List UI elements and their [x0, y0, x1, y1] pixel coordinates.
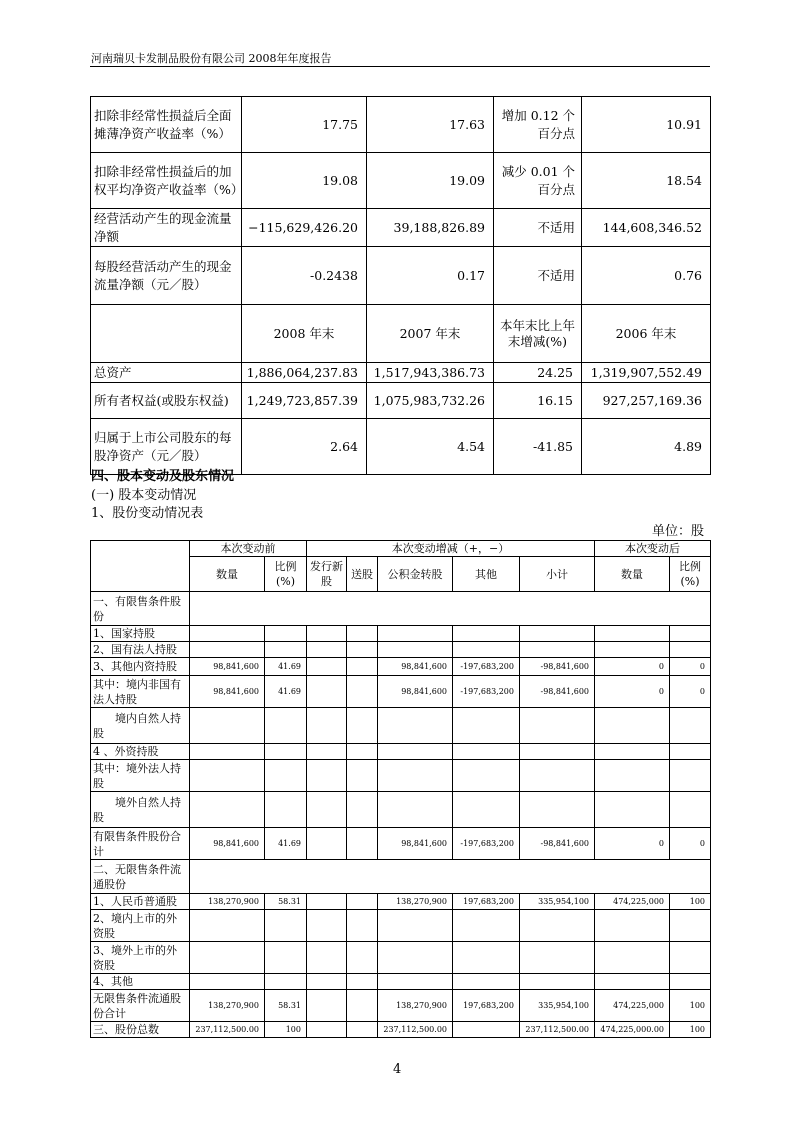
- cell-other: [453, 760, 520, 792]
- table-row: [91, 894, 711, 910]
- empty-span-cell: [190, 592, 711, 626]
- cell-bonus: [347, 676, 378, 708]
- value-2007: 1,075,983,732.26: [367, 383, 494, 419]
- row-label: 境外自然人持股: [91, 792, 190, 828]
- cell-reserve: [378, 974, 453, 990]
- value-change: 不适用: [494, 209, 582, 247]
- value-change: 不适用: [494, 247, 582, 305]
- cell-ratio: [265, 792, 307, 828]
- cell-qty: [190, 974, 265, 990]
- cell-reserve: [378, 792, 453, 828]
- cell-ratio: 41.69: [265, 828, 307, 860]
- value-change: 减少 0.01 个百分点: [494, 153, 582, 209]
- row-label: 2、国有法人持股: [91, 642, 190, 658]
- cell-qty2: [595, 642, 670, 658]
- cell-bonus: [347, 894, 378, 910]
- cell-issue: [307, 744, 347, 760]
- cell-reserve: 138,270,900: [378, 894, 453, 910]
- value-2008: 17.75: [242, 97, 367, 153]
- cell-subtotal: -98,841,600: [520, 658, 595, 676]
- row-label: 1、人民币普通股: [91, 894, 190, 910]
- cell-qty2: 474,225,000.00: [595, 1022, 670, 1038]
- cell-issue: [307, 974, 347, 990]
- table-row: [91, 676, 711, 708]
- cell-issue: [307, 626, 347, 642]
- value-2007: 19.09: [367, 153, 494, 209]
- value-2007: 0.17: [367, 247, 494, 305]
- value-2006: 0.76: [582, 247, 711, 305]
- indicator-label: 经营活动产生的现金流量净额: [91, 209, 242, 247]
- cell-reserve: [378, 642, 453, 658]
- cell-qty2: [595, 626, 670, 642]
- cell-issue: [307, 676, 347, 708]
- indicator-label: 扣除非经常性损益后的加权平均净资产收益率（%）: [91, 153, 242, 209]
- cell-bonus: [347, 792, 378, 828]
- table-row: [91, 708, 711, 744]
- table-row: [91, 974, 711, 990]
- value-2006: 18.54: [582, 153, 711, 209]
- cell-ratio: 58.31: [265, 894, 307, 910]
- table-row: [91, 642, 711, 658]
- table-row: [91, 592, 711, 626]
- cell-other: [453, 642, 520, 658]
- cell-bonus: [347, 1022, 378, 1038]
- cell-qty: 98,841,600: [190, 658, 265, 676]
- cell-qty: [190, 744, 265, 760]
- table-row: [91, 942, 711, 974]
- row-label: 其中：境外法人持股: [91, 760, 190, 792]
- value-2006: 1,319,907,552.49: [582, 363, 711, 383]
- indicator-row: [91, 97, 711, 153]
- indicator-row: [91, 247, 711, 305]
- header-rule: [90, 66, 710, 67]
- indicator-row: [91, 419, 711, 475]
- row-label: 3、其他内资持股: [91, 658, 190, 676]
- cell-ratio: [265, 626, 307, 642]
- cell-reserve: [378, 760, 453, 792]
- cell-other: [453, 792, 520, 828]
- row-label: 1、国家持股: [91, 626, 190, 642]
- indicator-label: 归属于上市公司股东的每股净资产（元／股）: [91, 419, 242, 475]
- cell-issue: [307, 792, 347, 828]
- cell-qty2: [595, 760, 670, 792]
- value-change: 16.15: [494, 383, 582, 419]
- cell-ratio2: [670, 708, 711, 744]
- h-issue: 发行新股: [307, 557, 347, 592]
- cell-subtotal: [520, 942, 595, 974]
- cell-subtotal: [520, 642, 595, 658]
- cell-qty: [190, 760, 265, 792]
- cell-other: [453, 744, 520, 760]
- row-label: 其中：境内非国有法人持股: [91, 676, 190, 708]
- cell-bonus: [347, 828, 378, 860]
- cell-other: -197,683,200: [453, 676, 520, 708]
- cell-subtotal: [520, 760, 595, 792]
- cell-ratio: [265, 642, 307, 658]
- cell-other: 197,683,200: [453, 894, 520, 910]
- value-2006: 927,257,169.36: [582, 383, 711, 419]
- cell-qty: 98,841,600: [190, 828, 265, 860]
- cell-other: [453, 626, 520, 642]
- cell-reserve: 237,112,500.00: [378, 1022, 453, 1038]
- h-bonus: 送股: [347, 557, 378, 592]
- cell-subtotal: [520, 910, 595, 942]
- cell-qty: [190, 910, 265, 942]
- cell-ratio: 41.69: [265, 658, 307, 676]
- value-2008: 1,886,064,237.83: [242, 363, 367, 383]
- value-change: 24.25: [494, 363, 582, 383]
- cell-subtotal: [520, 792, 595, 828]
- cell-qty: 98,841,600: [190, 676, 265, 708]
- col-change: 本年末比上年末增减(%): [494, 305, 582, 363]
- row-label: 3、境外上市的外资股: [91, 942, 190, 974]
- cell-bonus: [347, 626, 378, 642]
- value-2008: −115,629,426.20: [242, 209, 367, 247]
- cell-subtotal: -98,841,600: [520, 828, 595, 860]
- cell-bonus: [347, 910, 378, 942]
- row-label: 有限售条件股份合计: [91, 828, 190, 860]
- cell-reserve: [378, 910, 453, 942]
- col-2007: 2007 年末: [367, 305, 494, 363]
- group-before: 本次变动前: [190, 541, 307, 557]
- report-header: 河南瑞贝卡发制品股份有限公司 2008年年度报告: [91, 52, 332, 65]
- cell-qty: [190, 642, 265, 658]
- cell-qty2: [595, 942, 670, 974]
- cell-subtotal: [520, 974, 595, 990]
- cell-ratio2: 100: [670, 1022, 711, 1038]
- cell-reserve: 98,841,600: [378, 658, 453, 676]
- cell-issue: [307, 1022, 347, 1038]
- group-after: 本次变动后: [595, 541, 711, 557]
- financial-indicators-table: [90, 96, 711, 475]
- cell-ratio2: [670, 642, 711, 658]
- cell-ratio2: 100: [670, 990, 711, 1022]
- cell-subtotal: 237,112,500.00: [520, 1022, 595, 1038]
- cell-qty: [190, 942, 265, 974]
- cell-issue: [307, 760, 347, 792]
- row-label: 一、有限售条件股份: [91, 592, 190, 626]
- cell-bonus: [347, 760, 378, 792]
- h-qty: 数量: [190, 557, 265, 592]
- cell-ratio: [265, 974, 307, 990]
- cell-ratio: 100: [265, 1022, 307, 1038]
- table-row: [91, 760, 711, 792]
- table-caption: 1、股份变动情况表: [91, 506, 204, 521]
- cell-other: [453, 1022, 520, 1038]
- cell-ratio2: [670, 910, 711, 942]
- cell-subtotal: [520, 708, 595, 744]
- row-label: 4 、外资持股: [91, 744, 190, 760]
- indicator-row: [91, 153, 711, 209]
- cell-bonus: [347, 708, 378, 744]
- row-label: 2、境内上市的外资股: [91, 910, 190, 942]
- row-label: 三、股份总数: [91, 1022, 190, 1038]
- section-subtitle: (一) 股本变动情况: [91, 488, 197, 503]
- table-row: [91, 626, 711, 642]
- table-row: [91, 792, 711, 828]
- cell-qty: [190, 626, 265, 642]
- table-row: [91, 860, 711, 894]
- cell-other: [453, 974, 520, 990]
- cell-reserve: [378, 626, 453, 642]
- cell-ratio2: [670, 974, 711, 990]
- cell-issue: [307, 942, 347, 974]
- indicator-label: 所有者权益(或股东权益): [91, 383, 242, 419]
- section-title: 四、股本变动及股东情况: [91, 469, 235, 484]
- cell-ratio2: [670, 626, 711, 642]
- cell-issue: [307, 910, 347, 942]
- cell-subtotal: 335,954,100: [520, 990, 595, 1022]
- cell-other: [453, 910, 520, 942]
- cell-qty2: 0: [595, 676, 670, 708]
- table-row: [91, 658, 711, 676]
- cell-issue: [307, 708, 347, 744]
- indicator-label: 总资产: [91, 363, 242, 383]
- cell-qty: 237,112,500.00: [190, 1022, 265, 1038]
- indicator-label: 每股经营活动产生的现金流量净额（元／股）: [91, 247, 242, 305]
- indicator-label: 扣除非经常性损益后全面摊薄净资产收益率（%）: [91, 97, 242, 153]
- row-label: 4、其他: [91, 974, 190, 990]
- value-change: 增加 0.12 个百分点: [494, 97, 582, 153]
- unit-label: 单位：股: [652, 524, 705, 539]
- value-2008: 2.64: [242, 419, 367, 475]
- indicator-row: [91, 383, 711, 419]
- table-row: [91, 1022, 711, 1038]
- indicator-row: [91, 209, 711, 247]
- cell-ratio2: [670, 792, 711, 828]
- value-2008: 19.08: [242, 153, 367, 209]
- col-2006: 2006 年末: [582, 305, 711, 363]
- cell-qty2: [595, 910, 670, 942]
- cell-qty2: [595, 792, 670, 828]
- cell-bonus: [347, 658, 378, 676]
- cell-subtotal: [520, 744, 595, 760]
- cell-ratio2: 100: [670, 894, 711, 910]
- value-2006: 10.91: [582, 97, 711, 153]
- value-change: -41.85: [494, 419, 582, 475]
- cell-issue: [307, 894, 347, 910]
- row-label: 二、无限售条件流通股份: [91, 860, 190, 894]
- value-2006: 144,608,346.52: [582, 209, 711, 247]
- value-2007: 4.54: [367, 419, 494, 475]
- cell-ratio: [265, 708, 307, 744]
- cell-other: -197,683,200: [453, 658, 520, 676]
- page-number: 4: [393, 1062, 402, 1077]
- share-change-table: [90, 540, 711, 1038]
- col-2008: 2008 年末: [242, 305, 367, 363]
- row-label: 无限售条件流通股份合计: [91, 990, 190, 1022]
- group-change: 本次变动增减（+，−）: [307, 541, 595, 557]
- cell-reserve: [378, 942, 453, 974]
- cell-ratio: [265, 744, 307, 760]
- table-row: [91, 910, 711, 942]
- cell-subtotal: -98,841,600: [520, 676, 595, 708]
- empty-span-cell: [190, 860, 711, 894]
- cell-issue: [307, 990, 347, 1022]
- cell-subtotal: [520, 626, 595, 642]
- h-ratio2: 比例(%): [670, 557, 711, 592]
- value-2008: 1,249,723,857.39: [242, 383, 367, 419]
- cell-bonus: [347, 744, 378, 760]
- cell-ratio: [265, 760, 307, 792]
- cell-reserve: [378, 708, 453, 744]
- cell-reserve: 98,841,600: [378, 676, 453, 708]
- h-subtotal: 小计: [520, 557, 595, 592]
- cell-ratio2: [670, 942, 711, 974]
- table-row: [91, 828, 711, 860]
- cell-qty2: 0: [595, 658, 670, 676]
- indicator-row: [91, 363, 711, 383]
- cell-issue: [307, 658, 347, 676]
- cell-qty2: [595, 974, 670, 990]
- cell-ratio2: [670, 760, 711, 792]
- corner-cell: [91, 541, 190, 592]
- cell-ratio2: [670, 744, 711, 760]
- indicator-subheader-row: [91, 305, 711, 363]
- cell-subtotal: 335,954,100: [520, 894, 595, 910]
- cell-qty: [190, 792, 265, 828]
- value-2007: 17.63: [367, 97, 494, 153]
- cell-qty2: 0: [595, 828, 670, 860]
- h-qty2: 数量: [595, 557, 670, 592]
- cell-reserve: 138,270,900: [378, 990, 453, 1022]
- cell-other: 197,683,200: [453, 990, 520, 1022]
- cell-qty: [190, 708, 265, 744]
- cell-issue: [307, 828, 347, 860]
- cell-bonus: [347, 990, 378, 1022]
- cell-other: [453, 942, 520, 974]
- h-other: 其他: [453, 557, 520, 592]
- cell-bonus: [347, 642, 378, 658]
- cell-qty2: 474,225,000: [595, 894, 670, 910]
- cell-other: -197,683,200: [453, 828, 520, 860]
- cell-ratio: [265, 910, 307, 942]
- table-row: [91, 744, 711, 760]
- table-row: [91, 990, 711, 1022]
- cell-ratio: 41.69: [265, 676, 307, 708]
- cell-ratio2: 0: [670, 828, 711, 860]
- value-2006: 4.89: [582, 419, 711, 475]
- h-reserve: 公积金转股: [378, 557, 453, 592]
- cell-qty2: [595, 708, 670, 744]
- cell-issue: [307, 642, 347, 658]
- cell-ratio2: 0: [670, 676, 711, 708]
- cell-reserve: 98,841,600: [378, 828, 453, 860]
- cell-ratio2: 0: [670, 658, 711, 676]
- h-ratio: 比例(%): [265, 557, 307, 592]
- cell-qty: 138,270,900: [190, 990, 265, 1022]
- row-label: 境内自然人持股: [91, 708, 190, 744]
- cell-other: [453, 708, 520, 744]
- value-2007: 39,188,826.89: [367, 209, 494, 247]
- value-2008: -0.2438: [242, 247, 367, 305]
- cell-reserve: [378, 744, 453, 760]
- cell-bonus: [347, 974, 378, 990]
- cell-qty2: [595, 744, 670, 760]
- cell-ratio: [265, 942, 307, 974]
- cell-bonus: [347, 942, 378, 974]
- value-2007: 1,517,943,386.73: [367, 363, 494, 383]
- empty-cell: [91, 305, 242, 363]
- cell-qty: 138,270,900: [190, 894, 265, 910]
- cell-qty2: 474,225,000: [595, 990, 670, 1022]
- cell-ratio: 58.31: [265, 990, 307, 1022]
